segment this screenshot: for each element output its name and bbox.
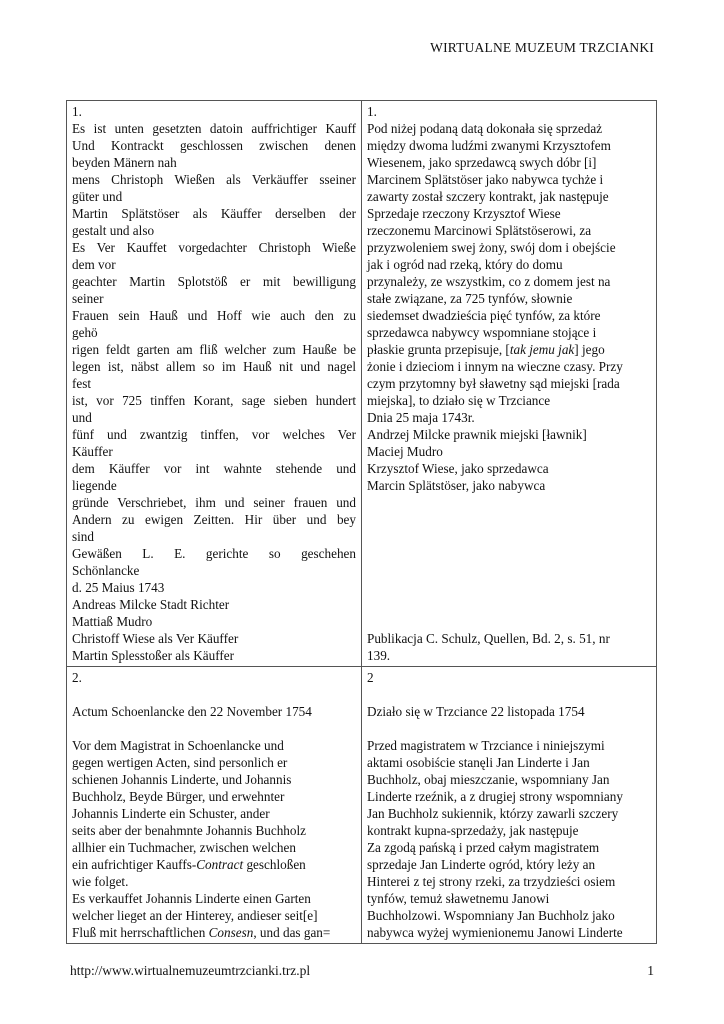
italic-fragment: Consesn xyxy=(208,925,254,940)
text-line: seits aber der benahmnte Johannis Buchholz xyxy=(72,823,307,838)
text-line: welcher lieget an der Hinterey, andieser seit[e] xyxy=(72,908,318,923)
text-line: kontrakt kupna-sprzedaży, jak następuje xyxy=(367,823,579,838)
text-line: Hinterei z tej strony rzeki, za trzydzieści osiem xyxy=(367,874,616,889)
text-line: Linderte rzeźnik, a z drugiej strony wspomniany xyxy=(367,789,623,804)
text-line xyxy=(72,924,356,941)
spacer xyxy=(72,686,356,703)
text-line: Buchholz, obaj mieszczanie, wspomniany Jan xyxy=(367,772,610,787)
text-line: Dnia 25 maja 1743r. xyxy=(367,410,475,425)
text-line: gegen wertigen Acten, sind personlich er xyxy=(72,755,288,770)
text-line: przyzwoleniem swej żony, swój dom i obejście xyxy=(367,240,616,255)
text-line: przynależy, ze wszystkim, co z domem jest na xyxy=(367,274,611,289)
text-line: liegende xyxy=(72,478,117,493)
text-line: sind xyxy=(72,529,94,544)
italic-fragment: Contract xyxy=(196,857,244,872)
text-line: Wiesenem, jako sprzedawcą swych dóbr [i] xyxy=(367,155,597,170)
text-line: Buchholz, Beyde Bürger, und erwehnter xyxy=(72,789,285,804)
page-number: 1 xyxy=(647,963,654,978)
text-fragment: geschloßen xyxy=(243,857,306,872)
text-line: ist, vor 725 tinffen Korant, sage sieben hundert xyxy=(72,393,356,408)
text-line: nabywca wyżej wymienionemu Janowi Linderte xyxy=(367,925,623,940)
text-line: geachter Martin Splotstöß er mit bewilligung xyxy=(72,274,356,289)
text-line: fünf und zwantzig tinffen, vor welches Ver xyxy=(72,427,356,442)
text-line: Krzysztof Wiese, jako sprzedawca xyxy=(367,461,549,476)
translation-table xyxy=(66,100,657,944)
entry-number: 1. xyxy=(72,104,82,119)
text-line: Und Kontrackt geschlossen zwischen denen xyxy=(72,138,356,153)
text-line: Martin Splesstoßer als Käuffer xyxy=(72,648,234,663)
text-line: czym przytomny był sławetny sąd miejski [rada xyxy=(367,376,620,391)
text-line: mens Christoph Wießen als Verkäuffer sseiner xyxy=(72,172,356,187)
text-line: Mattiaß Mudro xyxy=(72,614,153,629)
publication-note xyxy=(367,630,651,664)
text-line xyxy=(72,856,356,873)
text-line: schienen Johannis Linderte, und Johannis xyxy=(72,772,292,787)
polish-translation-cell xyxy=(362,667,657,944)
text-line: Publikacja C. Schulz, Quellen, Bd. 2, s. 51, nr xyxy=(367,631,610,646)
text-line: Maciej Mudro xyxy=(367,444,443,459)
polish-translation-cell xyxy=(362,101,657,667)
text-line: Schönlancke xyxy=(72,563,140,578)
entry-heading: Actum Schoenlancke den 22 November 1754 xyxy=(72,704,312,719)
entry-number: 1. xyxy=(367,104,377,119)
text-line: Przed magistratem w Trzciance i niniejszymi xyxy=(367,738,605,753)
text-line: Christoff Wiese als Ver Käuffer xyxy=(72,631,239,646)
text-line: und xyxy=(72,410,92,425)
german-original-cell xyxy=(67,101,362,667)
text-line xyxy=(367,341,651,358)
text-line: gehö xyxy=(72,325,98,340)
text-line: Frauen sein Hauß und Hoff wie auch den zu xyxy=(72,308,356,323)
text-line: Vor dem Magistrat in Schoenlancke und xyxy=(72,738,284,753)
text-fragment: ] jego xyxy=(574,342,605,357)
text-line: Jan Buchholz sukiennik, którzy zawarli szczery xyxy=(367,806,619,821)
entry-heading: Działo się w Trzciance 22 listopada 1754 xyxy=(367,704,585,719)
text-line: tynfów, temuż sławetnemu Janowi xyxy=(367,891,550,906)
text-line: Sprzedaje rzeczony Krzysztof Wiese xyxy=(367,206,561,221)
entry-number: 2 xyxy=(367,670,374,685)
text-line: jak i ogród nad rzeką, który do domu xyxy=(367,257,563,272)
text-line: miejska], to działo się w Trzciance xyxy=(367,393,551,408)
text-line: aktami osobiście stanęli Jan Linderte i Jan xyxy=(367,755,590,770)
table-row xyxy=(67,101,657,667)
text-fragment: ein aufrichtiger Kauffs- xyxy=(72,857,197,872)
text-line: 139. xyxy=(367,648,391,663)
text-line: żonie i dzieciom i innym na wieczne czasy. Przy xyxy=(367,359,623,374)
table-row xyxy=(67,667,657,944)
text-fragment: płaskie grunta przepisuje, [ xyxy=(367,342,510,357)
text-line: dem vor xyxy=(72,257,116,272)
text-line: güter und xyxy=(72,189,123,204)
text-line: seiner xyxy=(72,291,104,306)
text-line: Andrzej Milcke prawnik miejski [ławnik] xyxy=(367,427,587,442)
spacer xyxy=(367,686,651,703)
text-line: Marcinem Splätstöser jako nabywca tychże i xyxy=(367,172,604,187)
text-fragment: Fluß mit herrschaftlichen xyxy=(72,925,209,940)
text-line: Andern zu ewigen Zeitten. Hir über und bey xyxy=(72,512,356,527)
text-line: stałe związane, za 725 tynfów, słownie xyxy=(367,291,573,306)
text-line: Za zgodą pańską i przed całym magistratem xyxy=(367,840,600,855)
text-line: Es Ver Kauffet vorgedachter Christoph Wieße xyxy=(72,240,356,255)
text-line: rzeczonemu Marcinowi Splätstöserowi, za xyxy=(367,223,592,238)
text-line: Gewäßen L. E. gerichte so geschehen xyxy=(72,546,356,561)
text-fragment: , und das gan= xyxy=(253,925,331,940)
text-line: gründe Verschriebet, ihm und seiner frauen und xyxy=(72,495,356,510)
text-line: wie folget. xyxy=(72,874,129,889)
text-line: beyden Mänern nah xyxy=(72,155,177,170)
text-line: allhier ein Tuchmacher, zwischen welchen xyxy=(72,840,296,855)
spacer xyxy=(72,720,356,737)
text-line: d. 25 Maius 1743 xyxy=(72,580,165,595)
text-line: Martin Splätstöser als Käuffer derselben der xyxy=(72,206,356,221)
italic-fragment: tak jemu jak xyxy=(509,342,575,357)
text-line: zawarty został szczery kontrakt, jak następuje xyxy=(367,189,609,204)
text-line: Buchholzowi. Wspomniany Jan Buchholz jako xyxy=(367,908,615,923)
text-line: fest xyxy=(72,376,92,391)
text-line: rigen feldt garten am fliß welcher zum Hauße be xyxy=(72,342,356,357)
text-line: Es verkauffet Johannis Linderte einen Garten xyxy=(72,891,311,906)
text-line: Andreas Milcke Stadt Richter xyxy=(72,597,230,612)
text-line: sprzedawca nabywcy wspomniane stojące i xyxy=(367,325,597,340)
text-line: legen ist, näbst allem so im Hauß nit und nagel xyxy=(72,359,356,374)
spacer xyxy=(367,720,651,737)
text-line: gestalt und also xyxy=(72,223,155,238)
text-line: Johannis Linderte ein Schuster, ander xyxy=(72,806,270,821)
german-original-cell xyxy=(67,667,362,944)
text-line: między dwoma ludźmi zwanymi Krzysztofem xyxy=(367,138,611,153)
page-header: WIRTUALNE MUZEUM TRZCIANKI xyxy=(430,40,654,55)
footer-url-link[interactable]: http://www.wirtualnemuzeumtrzcianki.trz.pl xyxy=(70,963,311,978)
text-line: siedemset dwadzieścia pięć tynfów, za które xyxy=(367,308,601,323)
text-line: Marcin Splätstöser, jako nabywca xyxy=(367,478,546,493)
entry-number: 2. xyxy=(72,670,82,685)
text-line: Käuffer xyxy=(72,444,113,459)
text-line: dem Käuffer vor int wahnte stehende und xyxy=(72,461,356,476)
text-line: sprzedaje Jan Linderte ogród, który leży an xyxy=(367,857,596,872)
text-line: Pod niżej podaną datą dokonała się sprzedaż xyxy=(367,121,603,136)
text-line: Es ist unten gesetzten datoin auffrichtiger Kauff xyxy=(72,121,356,136)
